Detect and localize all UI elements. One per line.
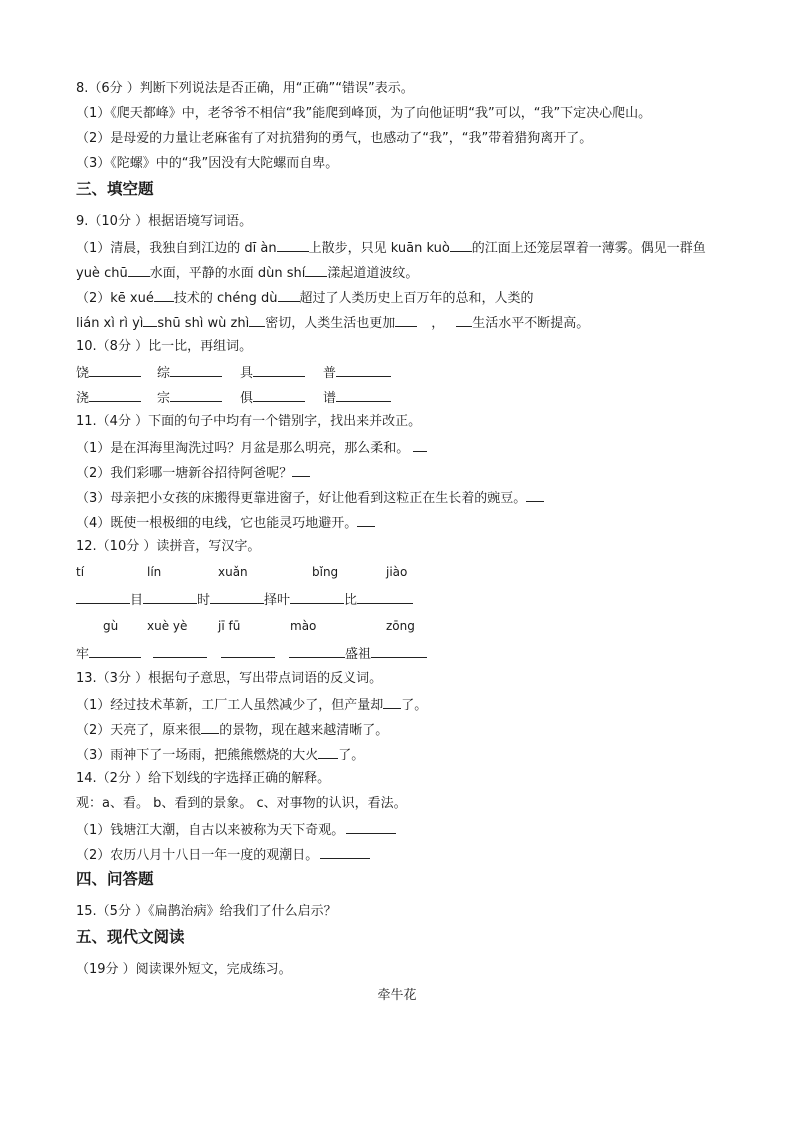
q9-text: 漾起道道波纹。: [327, 266, 419, 281]
answer-blank[interactable]: [395, 313, 417, 327]
q15-heading: 15.（5分 ）《扁鹊治病》给我们了什么启示？: [76, 904, 337, 919]
q10-char: 谱: [323, 388, 391, 408]
answer-blank[interactable]: [210, 590, 264, 604]
q9-text: shū shì wù zhì: [157, 316, 250, 331]
q9-text: ，: [431, 316, 445, 331]
answer-blank[interactable]: [413, 438, 427, 452]
pinyin-label: bǐng: [312, 565, 339, 579]
pinyin-label: xuǎn: [218, 565, 248, 579]
q10-char: 俱: [240, 388, 305, 408]
q9-text: 上散步，只见 kuān kuò: [308, 241, 450, 256]
q10-char: 饶: [76, 363, 141, 383]
pinyin-label: xuè yè: [147, 619, 188, 633]
answer-blank[interactable]: [89, 363, 141, 377]
pinyin-label: lín: [147, 565, 162, 579]
q11-heading: 11.（4分 ）下面的句子中均有一个错别字，找出来并改正。: [76, 414, 422, 429]
answer-blank[interactable]: [305, 263, 327, 277]
answer-blank[interactable]: [450, 238, 472, 252]
answer-blank[interactable]: [357, 590, 413, 604]
pinyin-label: zōng: [386, 619, 415, 633]
answer-blank[interactable]: [289, 644, 345, 658]
q13-heading: 13.（3分 ）根据句子意思，写出带点词语的反义词。: [76, 671, 383, 686]
q10-char: 宗: [157, 388, 222, 408]
q12-heading: 12.（10分 ）读拼音，写汉字。: [76, 539, 261, 554]
answer-blank[interactable]: [292, 463, 310, 477]
q13-item-1: （1）经过技术革新，工厂工人虽然减少了，但产量却 了。: [76, 695, 427, 715]
q14-heading: 14.（2分 ）给下划线的字选择正确的解释。: [76, 771, 331, 786]
answer-blank[interactable]: [89, 644, 141, 658]
q9-text: 超过了人类历史上百万年的总和，人类的: [299, 291, 534, 306]
passage-title: 牵牛花: [377, 988, 417, 1003]
answer-blank[interactable]: [153, 644, 207, 658]
answer-blank[interactable]: [277, 238, 309, 252]
answer-blank[interactable]: [128, 263, 150, 277]
answer-blank[interactable]: [143, 313, 157, 327]
answer-blank[interactable]: [318, 745, 338, 759]
q9-line-2: [76, 263, 418, 283]
section-4-title: 四、问答题: [76, 870, 154, 888]
answer-blank[interactable]: [76, 590, 130, 604]
q10-char: 具: [240, 363, 305, 383]
q12-row-1: 目 时 择叶 比: [76, 590, 413, 610]
q10-char: 综: [157, 363, 222, 383]
q8-item-3: （3）《陀螺》中的“我”因没有大陀螺而自卑。: [76, 156, 339, 171]
answer-blank[interactable]: [154, 288, 174, 302]
q9-text: 密切，人类生活也更加: [265, 316, 396, 331]
q10-char: 浇: [76, 388, 141, 408]
q9-heading: 9.（10分 ）根据语境写词语。: [76, 214, 253, 229]
q13-item-2: （2）天亮了，原来很 的景物，现在越来越清晰了。: [76, 720, 388, 740]
answer-blank[interactable]: [201, 720, 219, 734]
answer-blank[interactable]: [253, 388, 305, 402]
answer-blank[interactable]: [249, 313, 265, 327]
pinyin-label: mào: [290, 619, 317, 633]
q9-text: （2）kē xué: [76, 291, 154, 306]
answer-blank[interactable]: [143, 590, 197, 604]
answer-blank[interactable]: [320, 845, 370, 859]
q14-options: 观：a、看。 b、看到的景象。 c、对事物的认识，看法。: [76, 796, 407, 811]
answer-blank[interactable]: [170, 363, 222, 377]
answer-blank[interactable]: [456, 313, 472, 327]
q9-line-3: [76, 288, 534, 308]
q11-item-4: （4）既使一根极细的电线，它也能灵巧地避开。: [76, 513, 375, 533]
pinyin-label: tí: [76, 565, 85, 579]
q16-heading: （19分 ）阅读课外短文，完成练习。: [76, 962, 292, 977]
answer-blank[interactable]: [336, 363, 391, 377]
q13-item-3: （3）雨神下了一场雨，把熊熊燃烧的大火 了。: [76, 745, 364, 765]
q14-item-2: （2）农历八月十八日一年一度的观潮日。: [76, 845, 370, 865]
answer-blank[interactable]: [221, 644, 275, 658]
q9-text: yuè chū: [76, 266, 128, 281]
q11-item-2: （2）我们彩哪一塘新谷招待阿爸呢？: [76, 463, 310, 483]
q9-text: 技术的 chéng dù: [173, 291, 278, 306]
pinyin-label: jiào: [386, 565, 408, 579]
answer-blank[interactable]: [336, 388, 391, 402]
pinyin-label: gù: [103, 619, 119, 633]
answer-blank[interactable]: [357, 513, 375, 527]
q9-text: 水面，平静的水面 dùn shí: [149, 266, 306, 281]
q9-line-1: [76, 238, 706, 258]
q8-heading: 8.（6分 ）判断下列说法是否正确，用“正确”“错误”表示。: [76, 81, 414, 96]
q12-row-2: 牢 盛祖: [76, 644, 427, 664]
q10-char: 普: [323, 363, 391, 383]
q8-item-2: （2）是母爱的力量让老麻雀有了对抗猎狗的勇气，也感动了“我”，“我”带着猎狗离开了。: [76, 131, 593, 146]
answer-blank[interactable]: [346, 820, 396, 834]
q9-text: （1）清晨，我独自到江边的 dī àn: [76, 241, 277, 256]
pinyin-label: jī fū: [218, 619, 241, 633]
section-3-title: 三、填空题: [76, 180, 154, 198]
q9-text: 的江面上还笼层罩着一薄雾。偶见一群鱼: [471, 241, 706, 256]
q14-item-1: （1）钱塘江大潮，自古以来被称为天下奇观。: [76, 820, 396, 840]
q9-line-4: [76, 313, 589, 333]
answer-blank[interactable]: [383, 695, 401, 709]
section-5-title: 五、现代文阅读: [76, 928, 185, 946]
answer-blank[interactable]: [253, 363, 305, 377]
q11-item-3: （3）母亲把小女孩的床搬得更靠进窗子，好让他看到这粒正在生长着的豌豆。: [76, 488, 544, 508]
q10-heading: 10.（8分 ）比一比，再组词。: [76, 339, 253, 354]
q9-text: 生活水平不断提高。: [472, 316, 590, 331]
q11-item-1: （1）是在洱海里淘洗过吗？月盆是那么明亮，那么柔和。: [76, 438, 427, 458]
answer-blank[interactable]: [371, 644, 427, 658]
answer-blank[interactable]: [170, 388, 222, 402]
answer-blank[interactable]: [526, 488, 544, 502]
answer-blank[interactable]: [89, 388, 141, 402]
answer-blank[interactable]: [290, 590, 344, 604]
q9-text: lián xì rì yì: [76, 316, 144, 331]
answer-blank[interactable]: [278, 288, 300, 302]
q8-item-1: （1）《爬天都峰》中，老爷爷不相信“我”能爬到峰顶，为了向他证明“我”可以，“我”下定决心爬山。: [76, 106, 652, 121]
